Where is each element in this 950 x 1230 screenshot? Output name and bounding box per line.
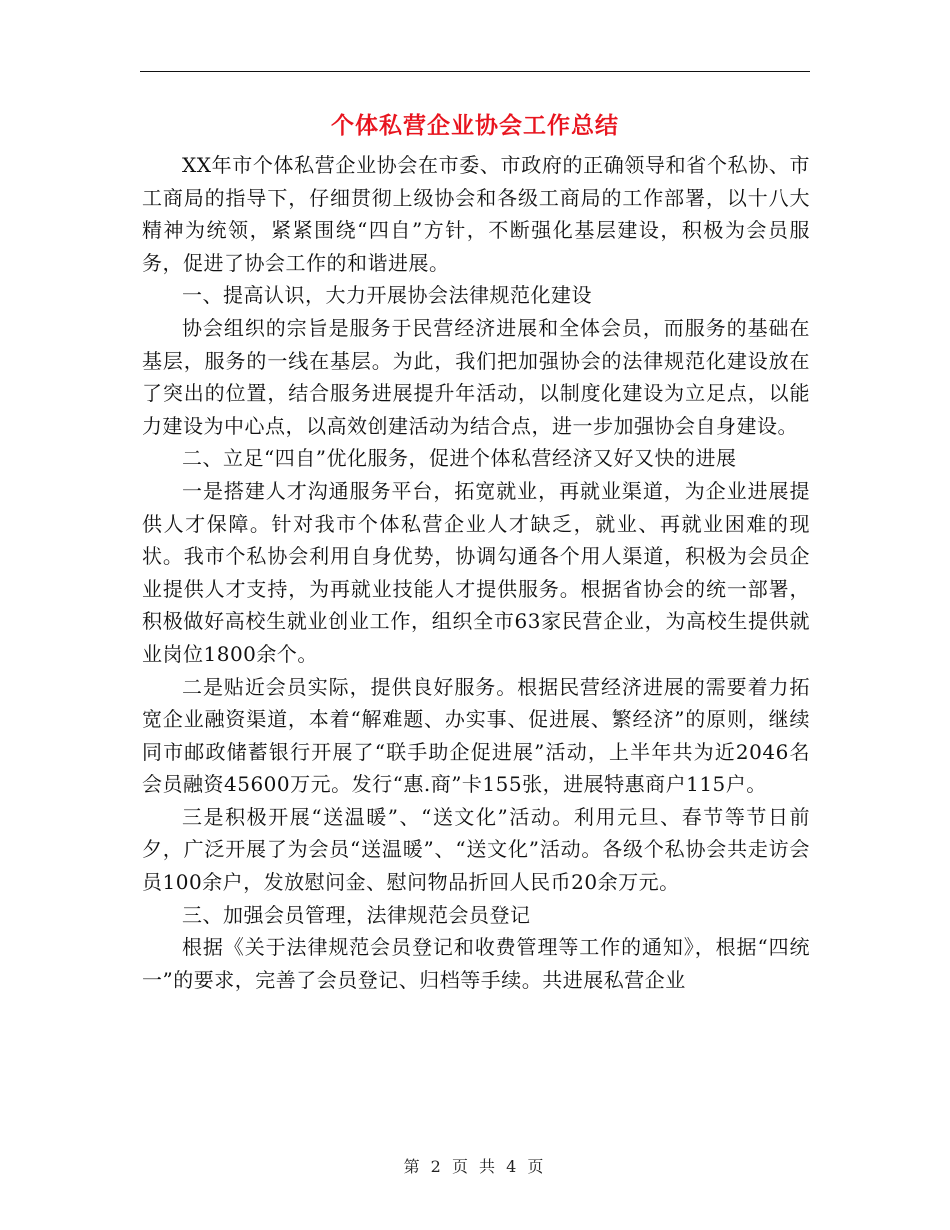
document-body	[142, 149, 810, 996]
document-title: 个体私营企业协会工作总结	[331, 113, 619, 139]
section-heading-3: 三、加强会员管理，法律规范会员登记	[182, 902, 531, 927]
paragraph-intro: XX年市个体私营企业协会在市委、市政府的正确领导和省个私协、市工商局的指导下，仔细贯彻上级协会和各级工商局的工作部署，以十八大精神为统领，紧紧围绕“四自”方针，不断强化基层建设，积极为会员服务，促进了协会工作的和谐进展。	[142, 153, 810, 275]
section-heading-1: 一、提高认识，大力开展协会法律规范化建设	[182, 283, 592, 308]
page-number-footer: 第 2 页 共 4 页	[403, 1157, 547, 1176]
section-heading-2: 二、立足“四自”优化服务，促进个体私营经济又好又快的进展	[182, 446, 737, 471]
paragraph-warmth-culture: 三是积极开展“送温暖”、“送文化”活动。利用元旦、春节等节日前夕，广泛开展了为会员“送温暖”、“送文化”活动。各级个私协会共走访会员100余户，发放慰问金、慰问物品折回人民币20余万元。	[142, 804, 810, 895]
paragraph-section-1: 协会组织的宗旨是服务于民营经济进展和全体会员，而服务的基础在基层，服务的一线在基层。为此，我们把加强协会的法律规范化建设放在了突出的位置，结合服务进展提升年活动，以制度化建设为立足点，以能力建设为中心点，以高效创建活动为结合点，进一步加强协会自身建设。	[142, 315, 810, 438]
paragraph-member-registration: 根据《关于法律规范会员登记和收费管理等工作的通知》，根据“四统一”的要求，完善了会员登记、归档等手续。共进展私营企业	[142, 935, 810, 992]
paragraph-member-service: 二是贴近会员实际，提供良好服务。根据民营经济进展的需要着力拓宽企业融资渠道，本着“解难题、办实事、促进展、繁经济”的原则，继续同市邮政储蓄银行开展了“联手助企促进展”活动，上半年共为近2046名会员融资45600万元。发行“惠.商”卡155张，进展特惠商户115户。	[142, 674, 810, 797]
paragraph-talent-platform: 一是搭建人才沟通服务平台，拓宽就业，再就业渠道，为企业进展提供人才保障。针对我市个体私营企业人才缺乏，就业、再就业困难的现状。我市个私协会利用自身优势，协调勾通各个用人渠道，积极为会员企业提供人才支持，为再就业技能人才提供服务。根据省协会的统一部署，积极做好高校生就业创业工作，组织全市63家民营企业，为高校生提供就业岗位1800余个。	[142, 478, 810, 666]
header-rule	[140, 71, 810, 72]
